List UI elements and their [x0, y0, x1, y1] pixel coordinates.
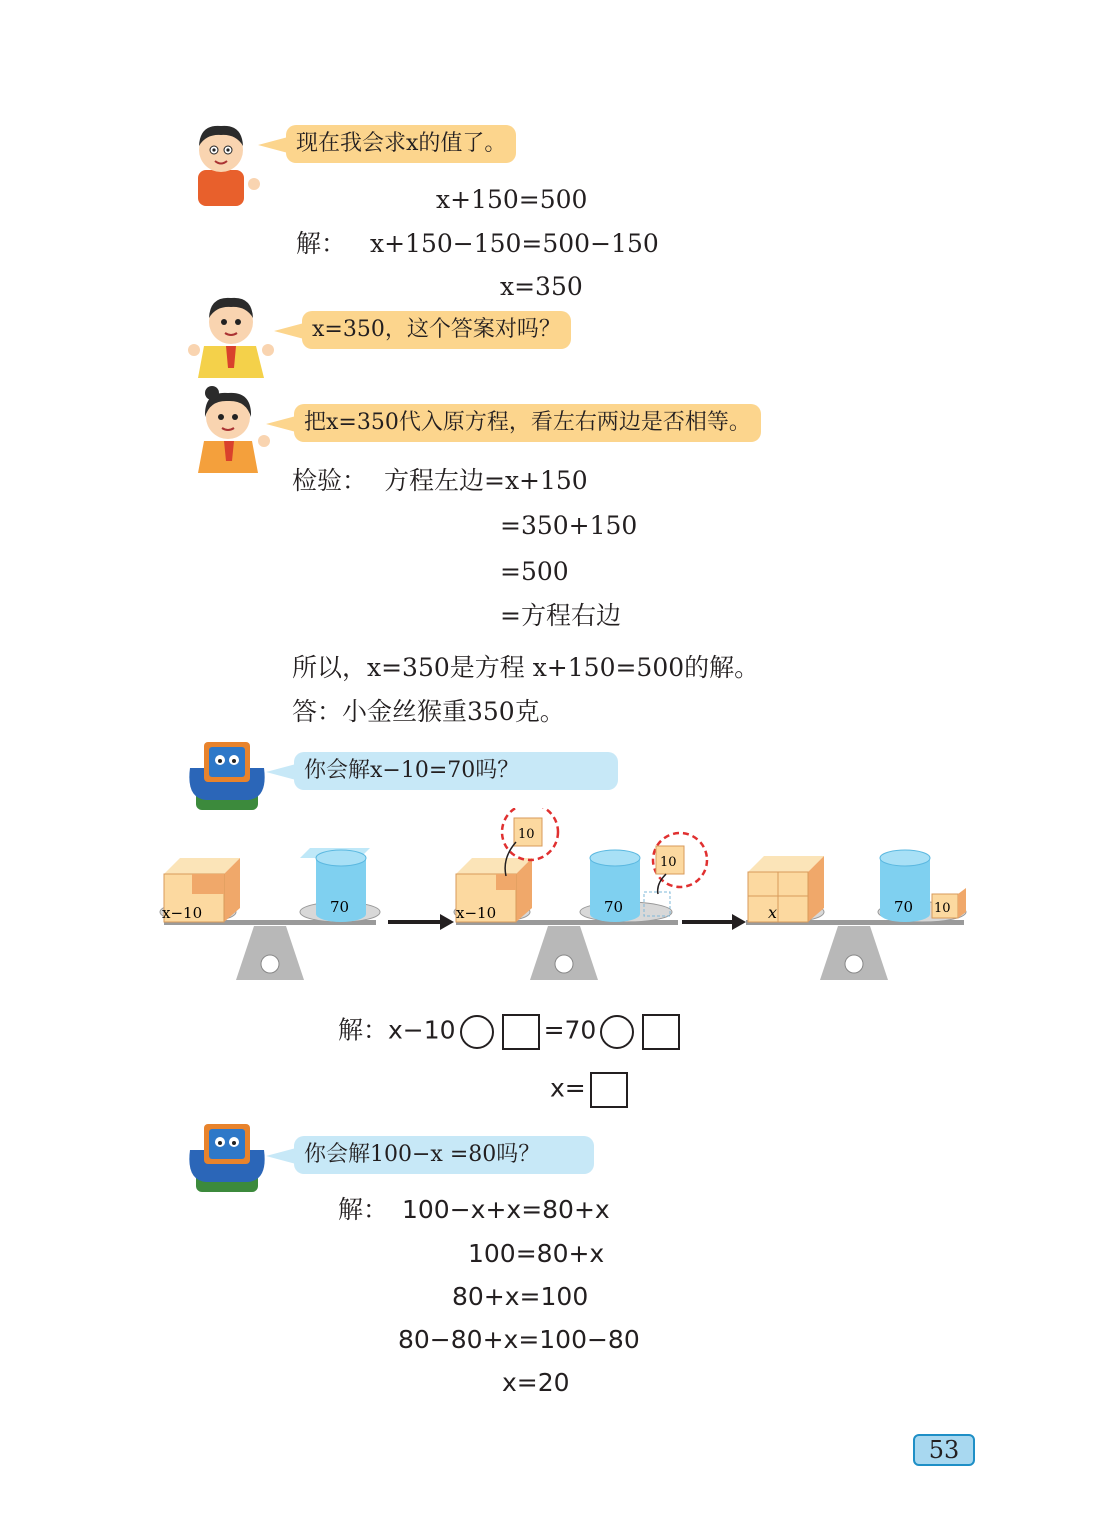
exercise-row-2 [550, 1072, 632, 1108]
girl-character-icon [190, 385, 276, 473]
robot-speech-bubble-2: 你会解100−x =80吗？ [294, 1136, 594, 1174]
check-label: 检验： [292, 466, 368, 495]
solution2-step-5: x=20 [502, 1368, 570, 1397]
robot-character-icon [186, 738, 268, 810]
solution2-step-4: 80−80+x=100−80 [398, 1325, 640, 1354]
solution2-label: 解： [338, 1195, 389, 1224]
check-line-4: =方程右边 [500, 601, 621, 630]
solution2-step-2: 100=80+x [468, 1239, 605, 1268]
balance-scale-2 [454, 808, 707, 980]
robot-speech-bubble: 你会解x−10=70吗？ [294, 752, 618, 790]
boy-speech-bubble: 现在我会求x的值了。 [286, 125, 516, 163]
balance-label-right-3: 70 [894, 898, 914, 916]
balance-label-right-2: 70 [604, 898, 624, 916]
balance-label-small-3: 10 [934, 901, 951, 916]
solution-label: 解： [296, 229, 347, 258]
check-line-1: 方程左边=x+150 [384, 466, 588, 495]
page-number: 53 [913, 1434, 975, 1466]
balance-scale-3 [746, 850, 966, 980]
moved-cube-label-a: 10 [518, 827, 535, 842]
boy-character-icon [188, 118, 268, 208]
operator-blank-2[interactable] [600, 1015, 634, 1049]
answer-blank[interactable] [590, 1072, 628, 1108]
exercise-x-equals: x= [550, 1073, 586, 1103]
exercise-lhs: x−10 [388, 1015, 456, 1045]
girl-speech-bubble: 把x=350代入原方程，看左右两边是否相等。 [294, 404, 761, 442]
solution-step-1: x+150−150=500−150 [370, 229, 659, 258]
exercise-label: 解： [338, 1015, 389, 1045]
robot-character-icon [186, 1120, 268, 1192]
exercise-row-1 [338, 1014, 684, 1050]
number-blank-2[interactable] [642, 1014, 680, 1050]
boy-character-icon [186, 290, 276, 378]
solution2-step-1: 100−x+x=80+x [402, 1195, 610, 1224]
conclusion-line: 所以，x=350是方程 x+150=500的解。 [292, 653, 760, 682]
balance-diagram [158, 808, 968, 988]
solution2-step-3: 80+x=100 [452, 1282, 589, 1311]
moved-cube-label-b: 10 [660, 855, 677, 870]
balance-label-left-2: x−10 [456, 904, 497, 922]
solution-step-2: x=350 [500, 272, 583, 301]
check-line-3: =500 [500, 557, 569, 586]
balance-label-right-1: 70 [330, 898, 350, 916]
balance-label-left-3: x [768, 903, 778, 922]
original-equation: x+150=500 [436, 185, 588, 214]
number-blank-1[interactable] [502, 1014, 540, 1050]
answer-line: 答：小金丝猴重350克。 [292, 697, 565, 726]
exercise-rhs: =70 [543, 1015, 597, 1045]
boy-question-bubble: x=350，这个答案对吗？ [302, 311, 571, 349]
balance-label-left-1: x−10 [162, 904, 203, 922]
operator-blank-1[interactable] [460, 1015, 494, 1049]
check-line-2: =350+150 [500, 511, 638, 540]
